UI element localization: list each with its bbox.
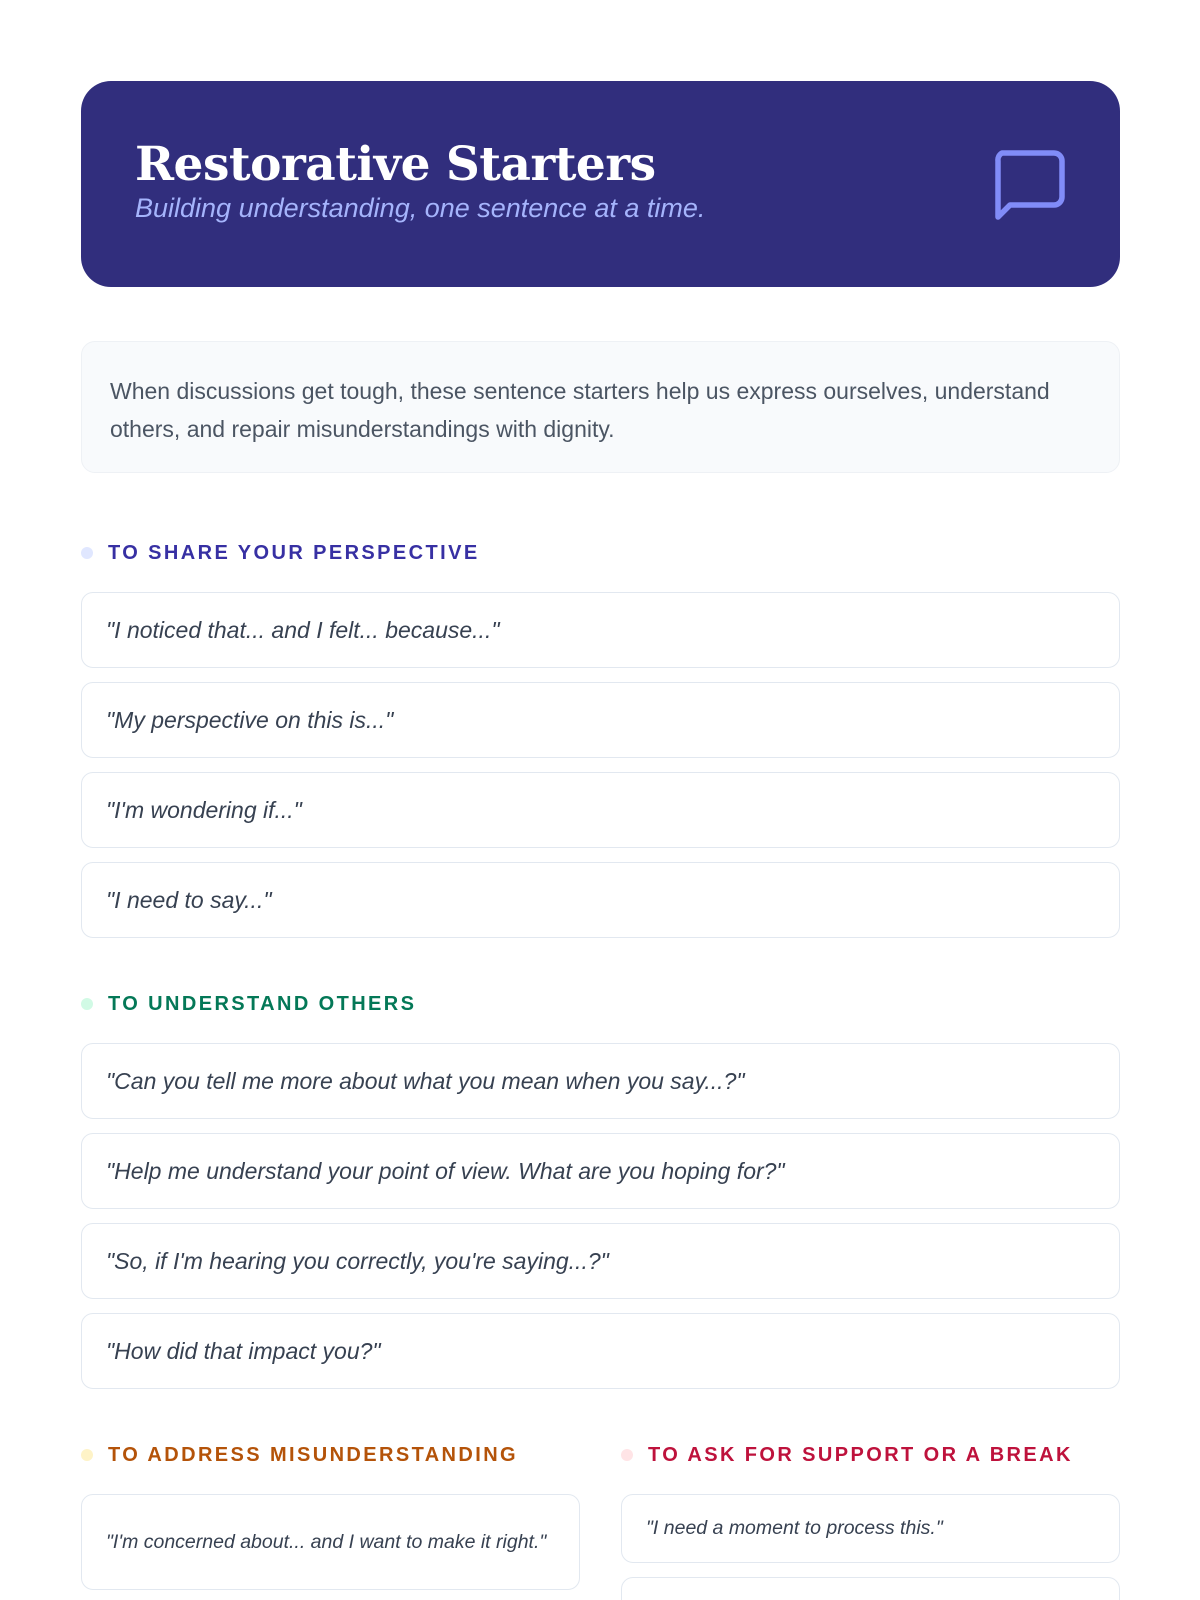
header-banner — [81, 81, 1120, 287]
section-heading — [81, 538, 1120, 568]
starter-card[interactable]: "I'm wondering if..." — [81, 772, 1120, 848]
section-ask-support — [621, 1440, 1120, 1600]
section-heading — [621, 1440, 1120, 1470]
page-title: Restorative Starters — [135, 137, 656, 192]
starter-list — [81, 592, 1120, 938]
section-heading-label: TO UNDERSTAND OTHERS — [108, 992, 417, 1015]
chat-bubble-icon — [990, 149, 1066, 223]
section-heading — [81, 1440, 580, 1470]
section-heading-label: TO ADDRESS MISUNDERSTANDING — [108, 1443, 519, 1466]
starter-list — [81, 1043, 1120, 1389]
section-heading-label: TO SHARE YOUR PERSPECTIVE — [108, 541, 480, 564]
intro-panel — [81, 341, 1120, 473]
starter-card[interactable]: "I noticed that... and I felt... because..." — [81, 592, 1120, 668]
section-address-misunderstanding — [81, 1440, 580, 1600]
starter-list — [621, 1494, 1120, 1600]
section-share-perspective — [81, 538, 1120, 938]
section-understand-others — [81, 989, 1120, 1389]
starter-card[interactable] — [621, 1577, 1120, 1600]
section-heading-label: TO ASK FOR SUPPORT OR A BREAK — [648, 1443, 1073, 1466]
starter-card[interactable]: "I need to say..." — [81, 862, 1120, 938]
starter-card[interactable]: "Help me understand your point of view. What are you hoping for?" — [81, 1133, 1120, 1209]
starter-card[interactable]: "I'm concerned about... and I want to make it right." — [81, 1494, 580, 1590]
starter-card[interactable]: "Can you tell me more about what you mean when you say...?" — [81, 1043, 1120, 1119]
section-heading — [81, 989, 1120, 1019]
starter-list — [81, 1494, 580, 1590]
bullet-dot-icon — [621, 1449, 633, 1461]
starter-card[interactable]: "How did that impact you?" — [81, 1313, 1120, 1389]
bullet-dot-icon — [81, 1449, 93, 1461]
starter-card[interactable]: "So, if I'm hearing you correctly, you're saying...?" — [81, 1223, 1120, 1299]
starter-card[interactable]: "My perspective on this is..." — [81, 682, 1120, 758]
starter-card[interactable]: "I need a moment to process this." — [621, 1494, 1120, 1563]
bullet-dot-icon — [81, 547, 93, 559]
intro-text: When discussions get tough, these sentence starters help us express ourselves, understand others, and repair misunderstandings with dignity. — [110, 378, 1050, 442]
page-subtitle: Building understanding, one sentence at a time. — [135, 193, 706, 223]
two-column-sections — [81, 1440, 1120, 1600]
bullet-dot-icon — [81, 998, 93, 1010]
